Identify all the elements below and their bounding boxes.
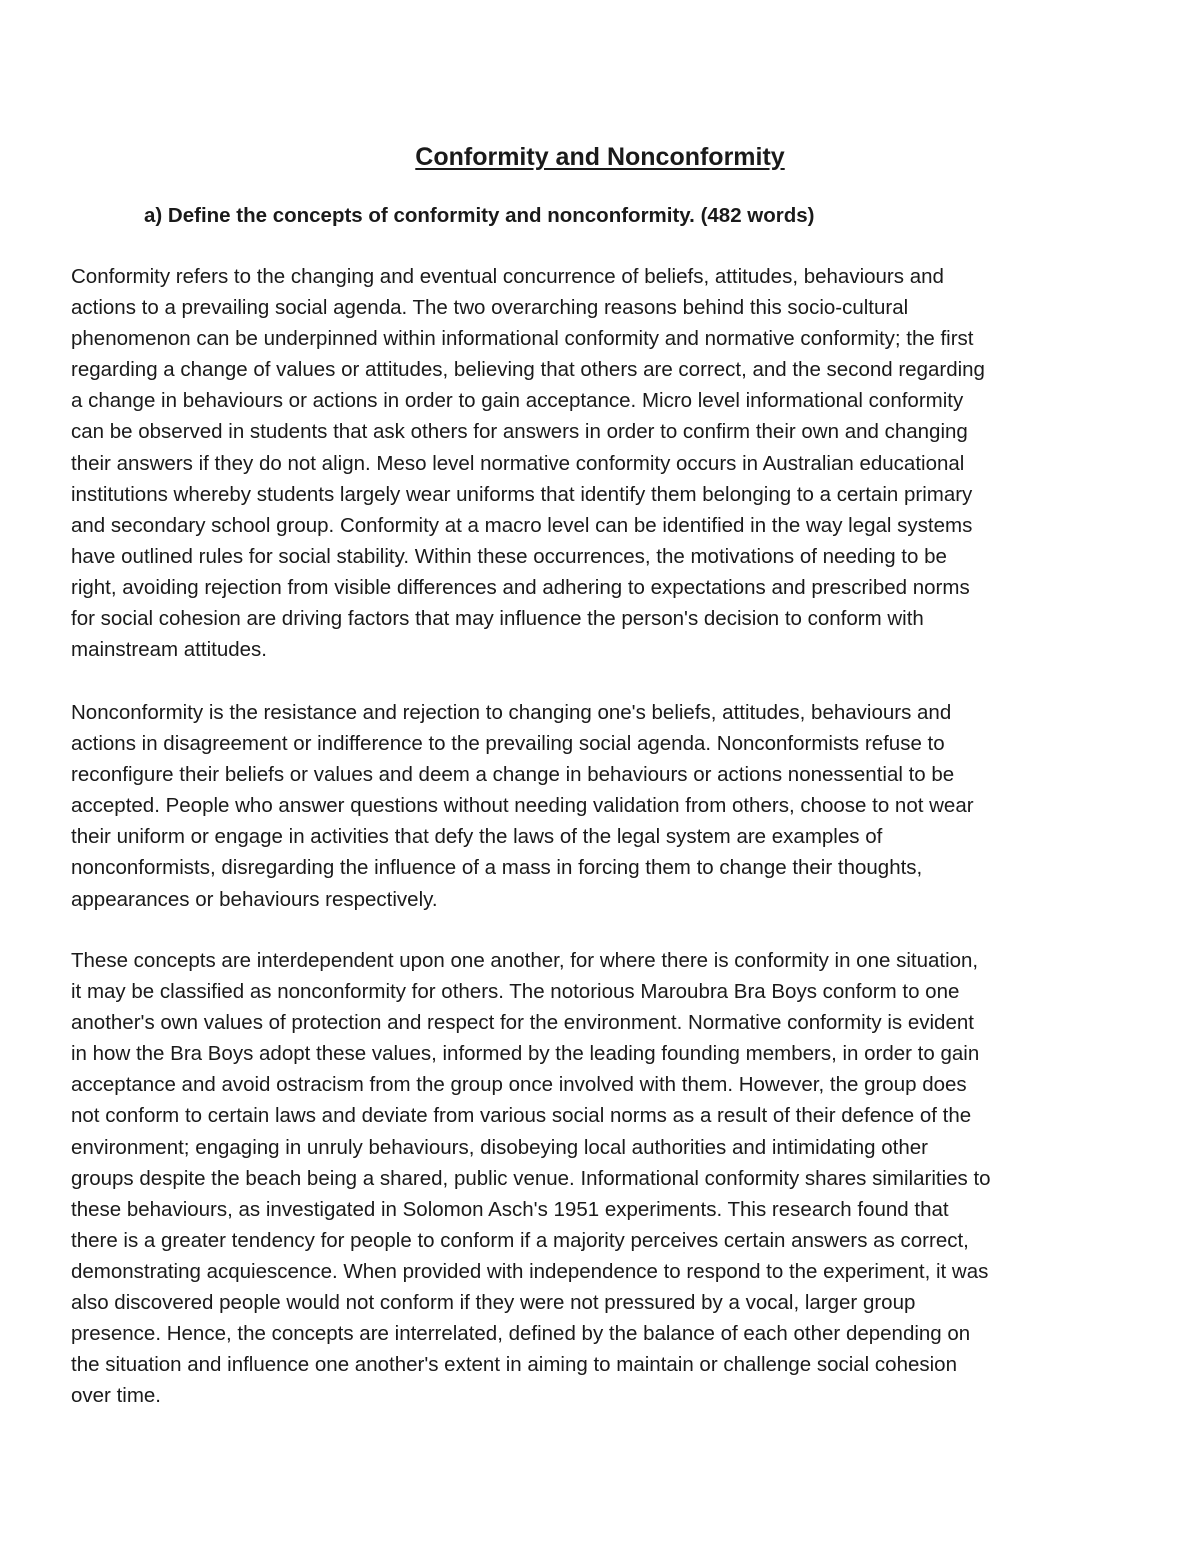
text-line: regarding a change of values or attitudes, believing that others are correct, and the second regarding [71, 358, 985, 382]
text-line: appearances or behaviours respectively. [71, 887, 438, 911]
text-line: there is a greater tendency for people to conform if a majority perceives certain answers as correct, [71, 1228, 969, 1252]
text-line: institutions whereby students largely wear uniforms that identify them belonging to a certain primary [71, 482, 973, 506]
text-line: it may be classified as nonconformity for others. The notorious Maroubra Bra Boys conform to one [71, 980, 960, 1004]
text-line: accepted. People who answer questions without needing validation from others, choose to not wear [71, 794, 974, 818]
question-heading: a) Define the concepts of conformity and nonconformity. (482 words) [144, 204, 815, 227]
text-line: over time. [71, 1384, 161, 1408]
text-line: a change in behaviours or actions in order to gain acceptance. Micro level informational conformity [71, 389, 964, 413]
text-line: nonconformists, disregarding the influence of a mass in forcing them to change their thoughts, [71, 856, 923, 880]
text-line: actions to a prevailing social agenda. The two overarching reasons behind this socio-cultural [71, 296, 909, 320]
page-title: Conformity and Nonconformity [415, 143, 785, 171]
text-line: presence. Hence, the concepts are interrelated, defined by the balance of each other depending on [71, 1322, 971, 1346]
paragraph-nonconformity [71, 697, 1151, 915]
text-line: can be observed in students that ask others for answers in order to confirm their own and changing [71, 420, 968, 444]
text-line: groups despite the beach being a shared, public venue. Informational conformity shares similarities to [71, 1166, 991, 1190]
text-line: phenomenon can be underpinned within informational conformity and normative conformity; the first [71, 327, 974, 351]
text-line: actions in disagreement or indifference to the prevailing social agenda. Nonconformists refuse to [71, 732, 945, 756]
text-line: acceptance and avoid ostracism from the group once involved with them. However, the group does [71, 1073, 967, 1097]
text-line: in how the Bra Boys adopt these values, informed by the leading founding members, in order to gain [71, 1042, 980, 1066]
text-line: demonstrating acquiescence. When provided with independence to respond to the experiment, it was [71, 1259, 989, 1283]
paragraph-interdependence [71, 945, 1151, 1411]
text-line: Nonconformity is the resistance and rejection to changing one's beliefs, attitudes, behaviours and [71, 701, 952, 724]
text-line: their uniform or engage in activities that defy the laws of the legal system are examples of [71, 825, 883, 849]
paragraph-conformity [71, 261, 1151, 665]
text-line: and secondary school group. Conformity at a macro level can be identified in the way legal systems [71, 513, 973, 537]
text-line: not conform to certain laws and deviate from various social norms as a result of their defence of the [71, 1104, 972, 1128]
text-line: Conformity refers to the changing and eventual concurrence of beliefs, attitudes, behaviours and [71, 265, 944, 288]
text-line: environment; engaging in unruly behaviours, disobeying local authorities and intimidating other [71, 1135, 928, 1159]
text-line: reconfigure their beliefs or values and deem a change in behaviours or actions nonessential to be [71, 763, 955, 787]
text-line: for social cohesion are driving factors that may influence the person's decision to conform with [71, 607, 924, 631]
text-line: the situation and influence one another's extent in aiming to maintain or challenge social cohesion [71, 1353, 957, 1377]
text-line: these behaviours, as investigated in Solomon Asch's 1951 experiments. This research found that [71, 1197, 949, 1221]
text-line: their answers if they do not align. Meso level normative conformity occurs in Australian educational [71, 451, 965, 475]
text-line: right, avoiding rejection from visible differences and adhering to expectations and prescribed norms [71, 575, 970, 599]
text-line: mainstream attitudes. [71, 638, 267, 662]
text-line: have outlined rules for social stability. Within these occurrences, the motivations of needing to be [71, 544, 947, 568]
text-line: These concepts are interdependent upon one another, for where there is conformity in one situation, [71, 949, 979, 972]
text-line: another's own values of protection and respect for the environment. Normative conformity is evident [71, 1011, 974, 1035]
text-line: also discovered people would not conform if they were not pressured by a vocal, larger group [71, 1291, 916, 1315]
